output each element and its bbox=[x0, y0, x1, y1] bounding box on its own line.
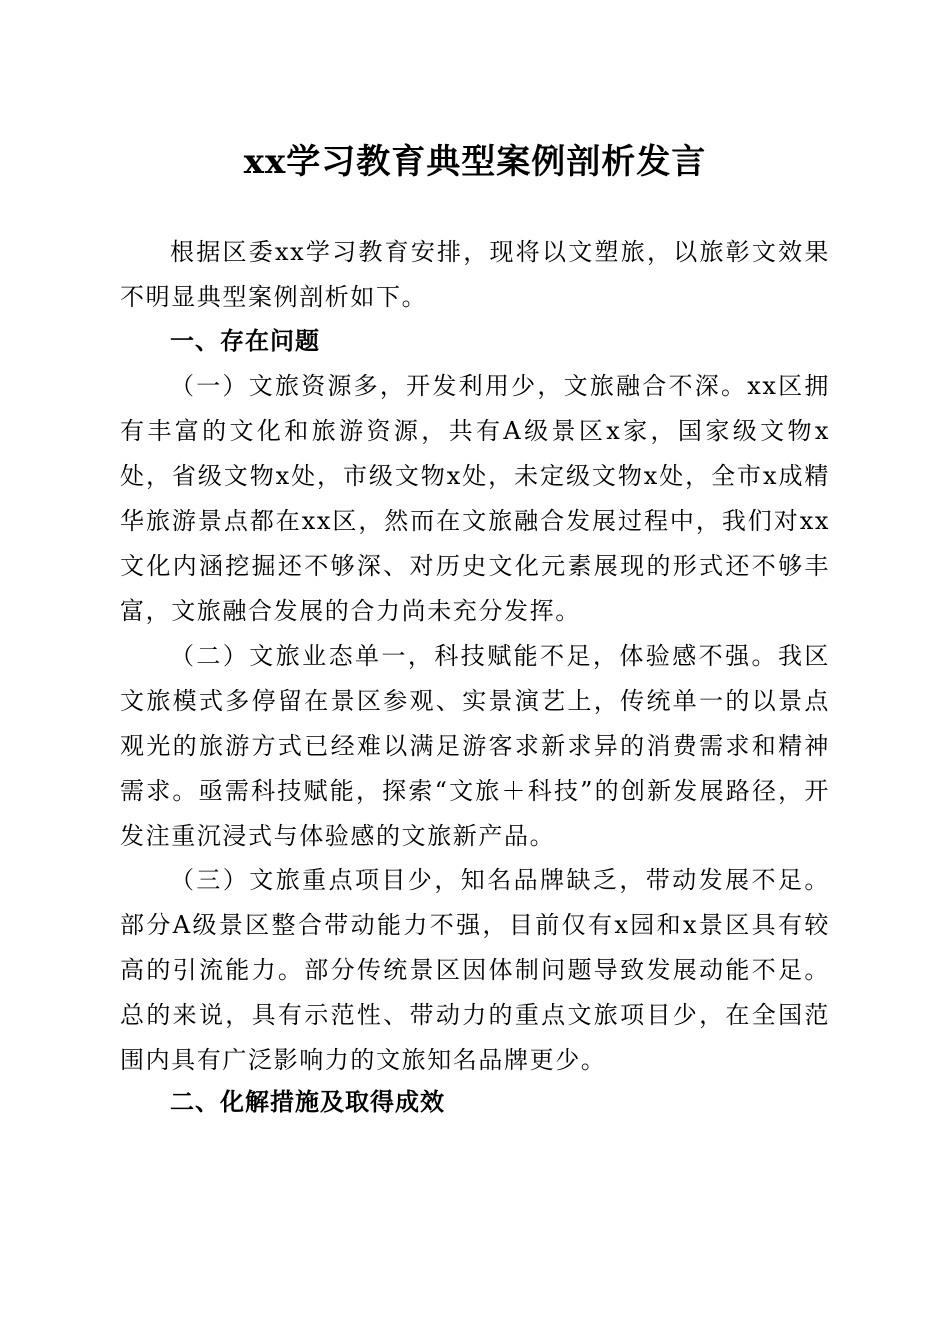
paragraph-key-projects: （三）文旅重点项目少，知名品牌缺乏，带动发展不足。部分A级景区整合带动能力不强，目前仅有x园和x景区具有较高的引流能力。部分传统景区因体制问题导致发展动能不足。总的来说，具有示范性、带动力的重点文旅项目少，在全国范围内具有广泛影响力的文旅知名品牌更少。 bbox=[120, 866, 830, 1074]
section-heading-measures: 二、化解措施及取得成效 bbox=[170, 1088, 445, 1116]
document-title: xx学习教育典型案例剖析发言 bbox=[243, 142, 707, 182]
paragraph-resources: （一）文旅资源多，开发利用少，文旅融合不深。xx区拥有丰富的文化和旅游资源，共有A级景区x家，国家级文物x处，省级文物x处，市级文物x处，未定级文物x处，全市x成精华旅游景点都在xx区，然而在文旅融合发展过程中，我们对xx文化内涵挖掘还不够深、对历史文化元素展现的形式还不够丰富，文旅融合发展的合力尚未充分发挥。 bbox=[120, 372, 830, 625]
intro-paragraph: 根据区委xx学习教育安排，现将以文塑旅，以旅彰文效果不明显典型案例剖析如下。 bbox=[120, 238, 830, 311]
section-heading-problems: 一、存在问题 bbox=[170, 327, 320, 355]
paragraph-business-format: （二）文旅业态单一，科技赋能不足，体验感不强。我区文旅模式多停留在景区参观、实景演艺上，传统单一的以景点观光的旅游方式已经难以满足游客求新求异的消费需求和精神需求。亟需科技赋能，探索“文旅＋科技”的创新发展路径，开发注重沉浸式与体验感的文旅新产品。 bbox=[120, 642, 830, 850]
